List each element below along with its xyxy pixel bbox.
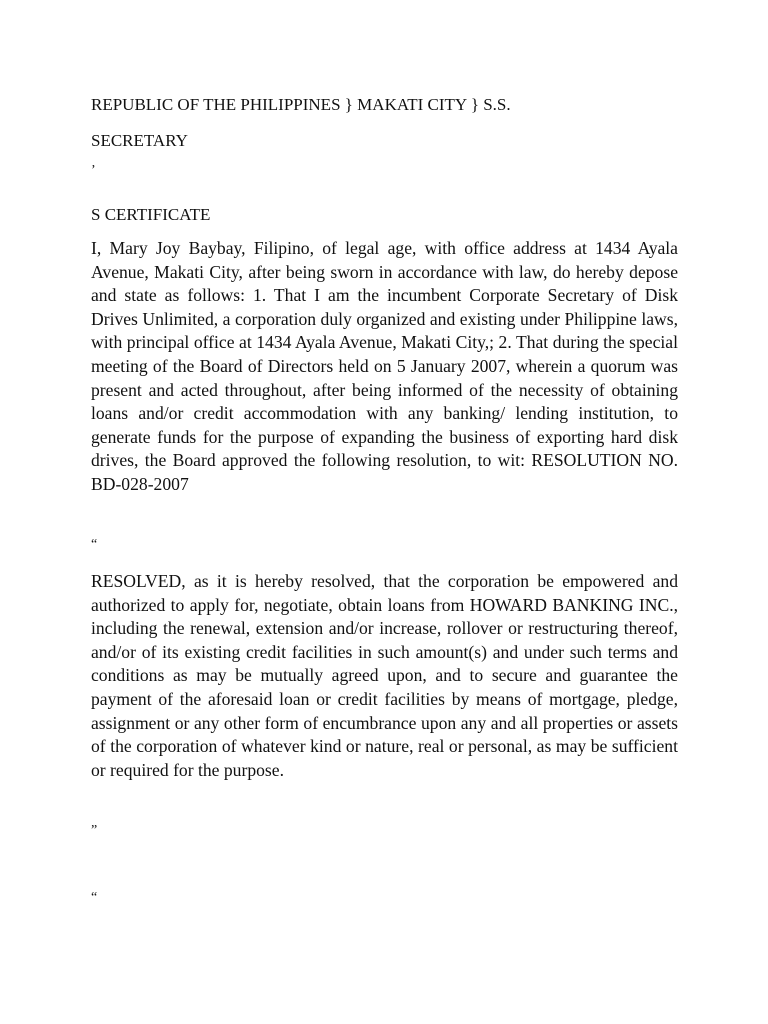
certificate-title: S CERTIFICATE <box>91 205 211 224</box>
resolution-paragraph: RESOLVED, as it is hereby resolved, that the corporation be empowered and authorized to apply for, negotiate, obtain loans from HOWARD BANKING INC., including the renewal, extension and/or increase, rollover or restructuring thereof, and/or of its existing credit facilities in such amount(s) and under such terms and conditions as may be mutually agreed upon, and to secure and guarantee the payment of the aforesaid loan or credit facilities by means of mortgage, pledge, assignment or any other form of encumbrance upon any and all properties or assets of the corporation of whatever kind or nature, real or personal, as may be sufficient or required for the purpose. <box>91 571 678 780</box>
apostrophe-mark: ’ <box>91 163 96 178</box>
jurisdiction-heading: REPUBLIC OF THE PHILIPPINES } MAKATI CITY } S.S. <box>91 95 511 114</box>
deposition-paragraph: I, Mary Joy Baybay, Filipino, of legal age, with office address at 1434 Ayala Avenue, Makati City, after being sworn in accordance with law, do hereby depose and state as follows: 1. That I am the incumbent Corporate Secretary of Disk Drives Unlimited, a corporation duly organized and existing under Philippine laws, with principal office at 1434 Ayala Avenue, Makati City,; 2. That during the special meeting of the Board of Directors held on 5 January 2007, wherein a quorum was present and acted throughout, after being informed of the necessity of obtaining loans and/or credit accommodation with any banking/ lending institution, to generate funds for the purpose of expanding the business of exporting hard disk drives, the Board approved the following resolution, to wit: RESOLUTION NO. BD-028-2007 <box>91 238 678 494</box>
secretary-line: SECRETARY <box>91 131 188 150</box>
open-quote-mark-2: “ <box>91 890 98 905</box>
open-quote-mark: “ <box>91 537 98 552</box>
close-quote-mark: ” <box>91 823 98 838</box>
